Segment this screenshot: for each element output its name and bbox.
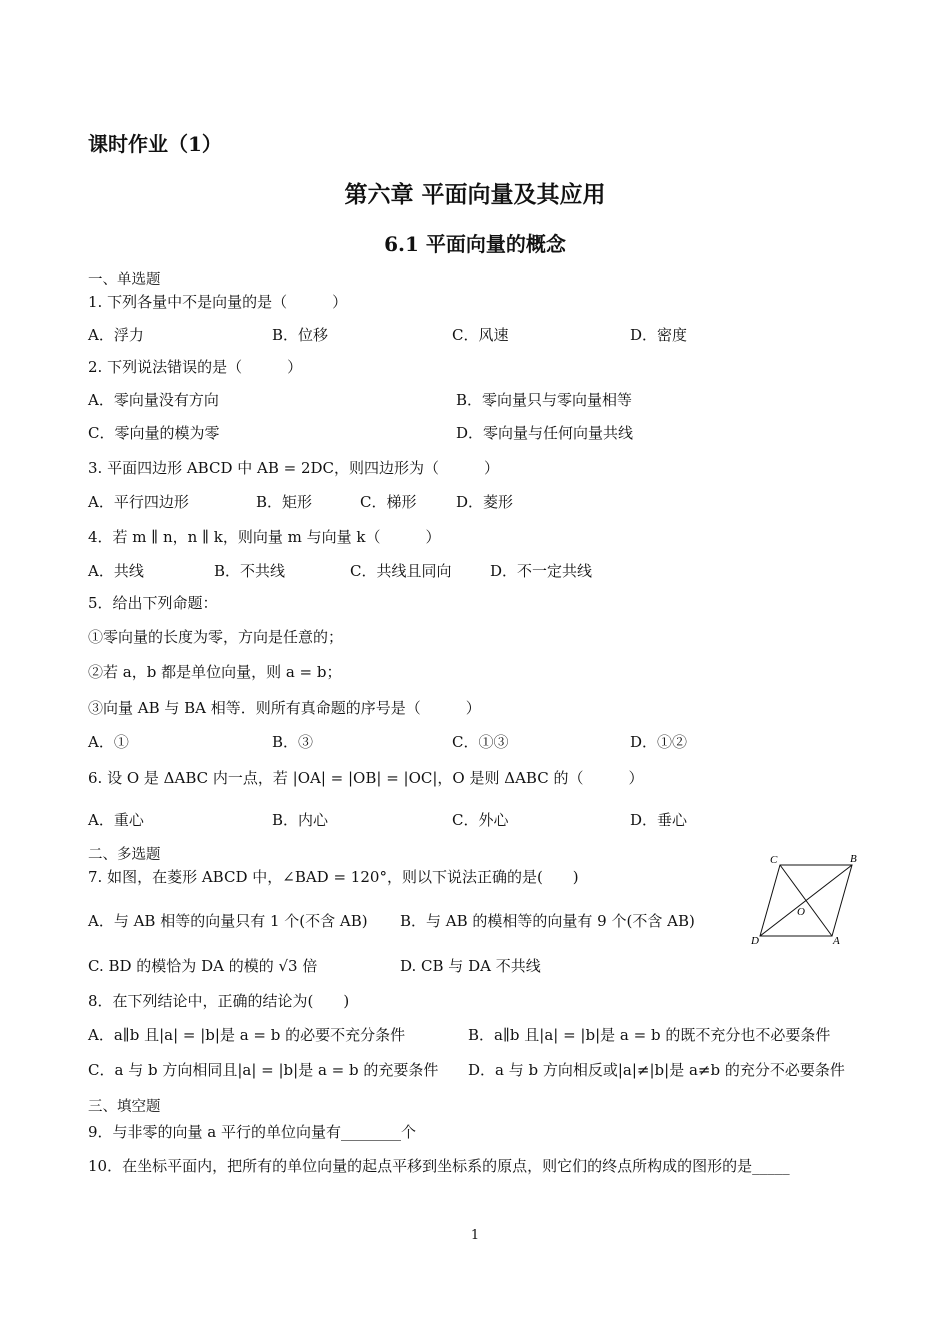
rhombus-figure [745, 850, 870, 950]
q5-option-b: B．③ [272, 733, 314, 751]
q5-stem: 5．给出下列命题： [88, 594, 218, 612]
q8-option-a: A．a∥b 且|a| = |b|是 a = b 的必要不充分条件 [88, 1026, 406, 1044]
q3-option-b: B．矩形 [256, 493, 313, 511]
q8-stem: 8．在下列结论中，正确的结论为( ) [88, 992, 350, 1010]
q10-stem: 10．在坐标平面内，把所有的单位向量的起点平移到坐标系的原点，则它们的终点所构成的图形的是_____ [88, 1157, 790, 1175]
q8-option-b: B．a∥b 且|a| = |b|是 a = b 的既不充分也不必要条件 [468, 1026, 831, 1044]
q5-option-a: A．① [88, 733, 129, 751]
q3-option-a: A．平行四边形 [88, 493, 189, 511]
q7-option-c: C. BD 的模恰为 DA 的模的 √3 倍 [88, 957, 318, 975]
q1-stem: 1. 下列各量中不是向量的是（ ） [88, 293, 348, 311]
q5-option-c: C．①③ [452, 733, 509, 751]
chapter-title: 第六章 平面向量及其应用 [344, 181, 606, 208]
q1-option-d: D．密度 [630, 326, 688, 344]
q3-option-c: C．梯形 [360, 493, 417, 511]
q7-option-a: A．与 AB 相等的向量只有 1 个(不含 AB) [88, 912, 368, 930]
diagonal-bd [760, 865, 852, 936]
q1-option-c: C．风速 [452, 326, 509, 344]
homework-title: 课时作业（1） [88, 132, 222, 156]
q6-option-b: B．内心 [272, 811, 329, 829]
q7-option-b: B．与 AB 的模相等的向量有 9 个(不含 AB) [400, 912, 695, 930]
q5-option-d: D．①② [630, 733, 688, 751]
q2-option-b: B．零向量只与零向量相等 [456, 391, 633, 409]
q7-option-d: D. CB 与 DA 不共线 [400, 957, 541, 975]
q9-stem: 9．与非零的向量 a 平行的单位向量有________个 [88, 1123, 417, 1141]
q5-statement-1: ①零向量的长度为零，方向是任意的； [88, 628, 344, 646]
q5-statement-2: ②若 a，b 都是单位向量，则 a = b； [88, 663, 342, 681]
page-number: 1 [470, 1228, 480, 1243]
q5-statement-3: ③向量 AB 与 BA 相等．则所有真命题的序号是（ ） [88, 699, 481, 717]
q2-option-d: D．零向量与任何向量共线 [456, 424, 634, 442]
q6-option-a: A．重心 [88, 811, 144, 829]
q2-option-a: A．零向量没有方向 [88, 391, 219, 409]
label-c: C [770, 854, 778, 866]
q2-stem: 2. 下列说法错误的是（ ） [88, 358, 303, 376]
q3-stem: 3. 平面四边形 ABCD 中 AB = 2DC，则四边形为（ ） [88, 459, 500, 477]
q4-option-d: D．不一定共线 [490, 562, 593, 580]
section-heading-fill: 三、填空题 [88, 1099, 161, 1115]
q4-option-a: A．共线 [88, 562, 144, 580]
q1-option-a: A．浮力 [88, 326, 144, 344]
label-o: O [797, 906, 805, 918]
q4-stem: 4．若 m ∥ n，n ∥ k，则向量 m 与向量 k（ ） [88, 528, 441, 546]
label-b: B [850, 853, 857, 865]
q2-option-c: C．零向量的模为零 [88, 424, 220, 442]
q1-option-b: B．位移 [272, 326, 329, 344]
section-heading-multiple: 二、多选题 [88, 847, 161, 863]
q8-option-c: C．a 与 b 方向相同且|a| = |b|是 a = b 的充要条件 [88, 1061, 439, 1079]
q6-option-d: D．垂心 [630, 811, 688, 829]
label-a: A [833, 935, 840, 947]
section-heading-single: 一、单选题 [88, 272, 161, 288]
q4-option-b: B．不共线 [214, 562, 286, 580]
q8-option-d: D．a 与 b 方向相反或|a|≠|b|是 a≠b 的充分不必要条件 [468, 1061, 845, 1079]
label-d: D [751, 935, 759, 947]
q4-option-c: C．共线且同向 [350, 562, 452, 580]
q7-stem: 7. 如图，在菱形 ABCD 中，∠BAD = 120°，则以下说法正确的是( ) [88, 868, 579, 886]
q6-option-c: C．外心 [452, 811, 509, 829]
section-title: 6.1 平面向量的概念 [384, 232, 566, 256]
q6-stem: 6. 设 O 是 ΔABC 内一点，若 |OA| = |OB| = |OC|，O 是则 ΔABC 的（ ） [88, 769, 644, 787]
q3-option-d: D．菱形 [456, 493, 514, 511]
